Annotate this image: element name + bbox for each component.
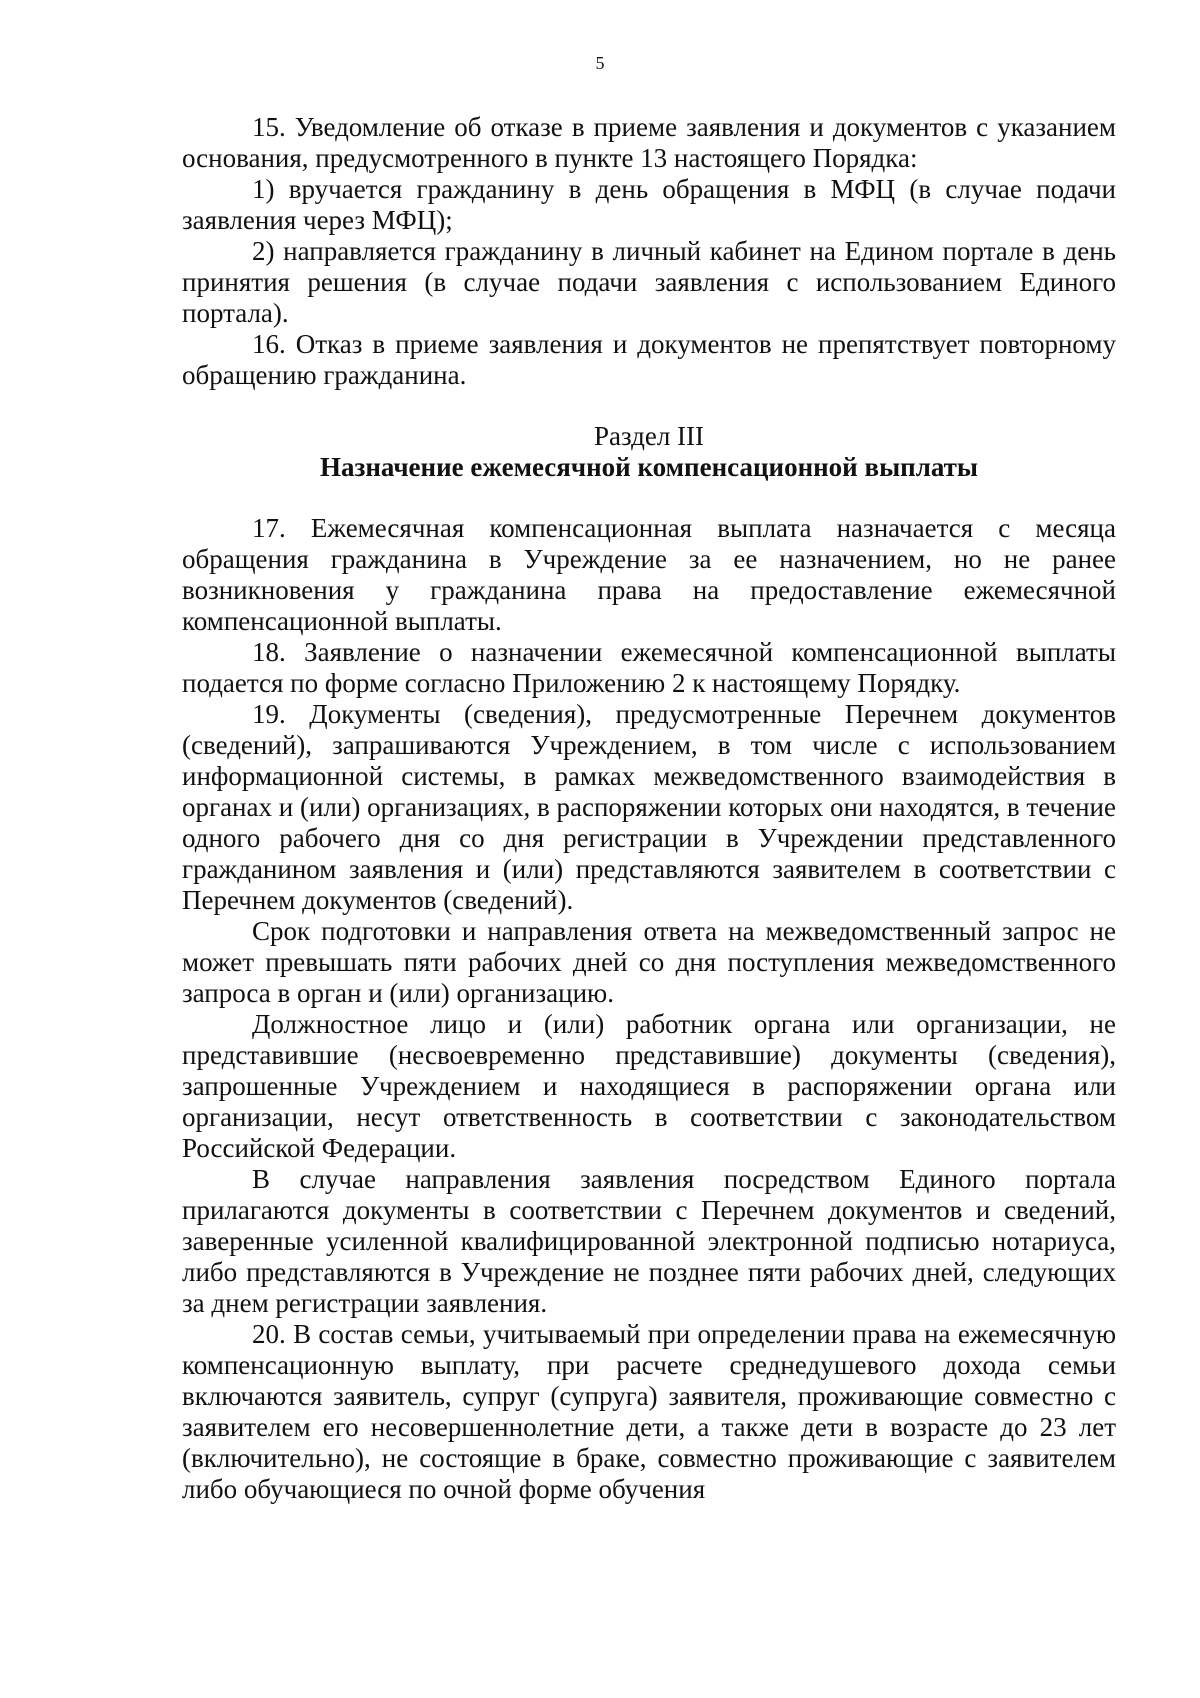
paragraph-19: 19. Документы (сведения), предусмотренные Перечнем документов (сведений), запрашиваются Учреждением, в том числе с использованием информационной системы, в рамках межведомственного взаимодействия в органах и (или) организациях, в распоряжении которых они находятся, в течение одного рабочего дня со дня регистрации в Учреждении представленного гражданином заявления и (или) представляются заявителем в соответствии с Перечнем документов (сведений). xyxy=(182,699,1116,915)
paragraph-19-responsibility: Должностное лицо и (или) работник органа или организации, не представившие (несвоевременно представившие) документы (сведения), запрошенные Учреждением и находящиеся в распоряжении органа или организации, несут ответственность в соответствии с законодательством Российской Федерации. xyxy=(182,1009,1116,1163)
paragraph-19-portal: В случае направления заявления посредством Единого портала прилагаются документы в соответствии с Перечнем документов и сведений, заверенные усиленной квалифицированной электронной подписью нотариуса, либо представляются в Учреждение не позднее пяти рабочих дней, следующих за днем регистрации заявления. xyxy=(182,1164,1116,1318)
section-heading xyxy=(182,421,1116,483)
paragraph-16: 16. Отказ в приеме заявления и документов не препятствует повторному обращению гражданина. xyxy=(182,329,1116,390)
document-body xyxy=(182,112,1116,1505)
section-title: Назначение ежемесячной компенсационной выплаты xyxy=(320,452,978,482)
section-label: Раздел III xyxy=(593,421,705,451)
paragraph-19-deadline: Срок подготовки и направления ответа на межведомственный запрос не может превышать пяти рабочих дней со дня поступления межведомственного запроса в орган и (или) организацию. xyxy=(182,916,1116,1008)
paragraph-15-item-2: 2) направляется гражданину в личный кабинет на Едином портале в день принятия решения (в случае подачи заявления с использованием Единого портала). xyxy=(182,236,1116,328)
page-number: 5 xyxy=(595,53,605,73)
paragraph-15: 15. Уведомление об отказе в приеме заявления и документов с указанием основания, предусмотренного в пункте 13 настоящего Порядка: xyxy=(182,112,1116,173)
paragraph-18: 18. Заявление о назначении ежемесячной компенсационной выплаты подается по форме согласно Приложению 2 к настоящему Порядку. xyxy=(182,637,1116,698)
paragraph-20: 20. В состав семьи, учитываемый при определении права на ежемесячную компенсационную выплату, при расчете среднедушевого дохода семьи включаются заявитель, супруг (супруга) заявителя, проживающие совместно с заявителем его несовершеннолетние дети, а также дети в возрасте до 23 лет (включительно), не состоящие в браке, совместно проживающие с заявителем либо обучающиеся по очной форме обучения xyxy=(182,1319,1116,1504)
paragraph-15-item-1: 1) вручается гражданину в день обращения в МФЦ (в случае подачи заявления через МФЦ); xyxy=(182,174,1116,235)
paragraph-17: 17. Ежемесячная компенсационная выплата назначается с месяца обращения гражданина в Учреждение за ее назначением, но не ранее возникновения у гражданина права на предоставление ежемесячной компенсационной выплаты. xyxy=(182,513,1116,636)
